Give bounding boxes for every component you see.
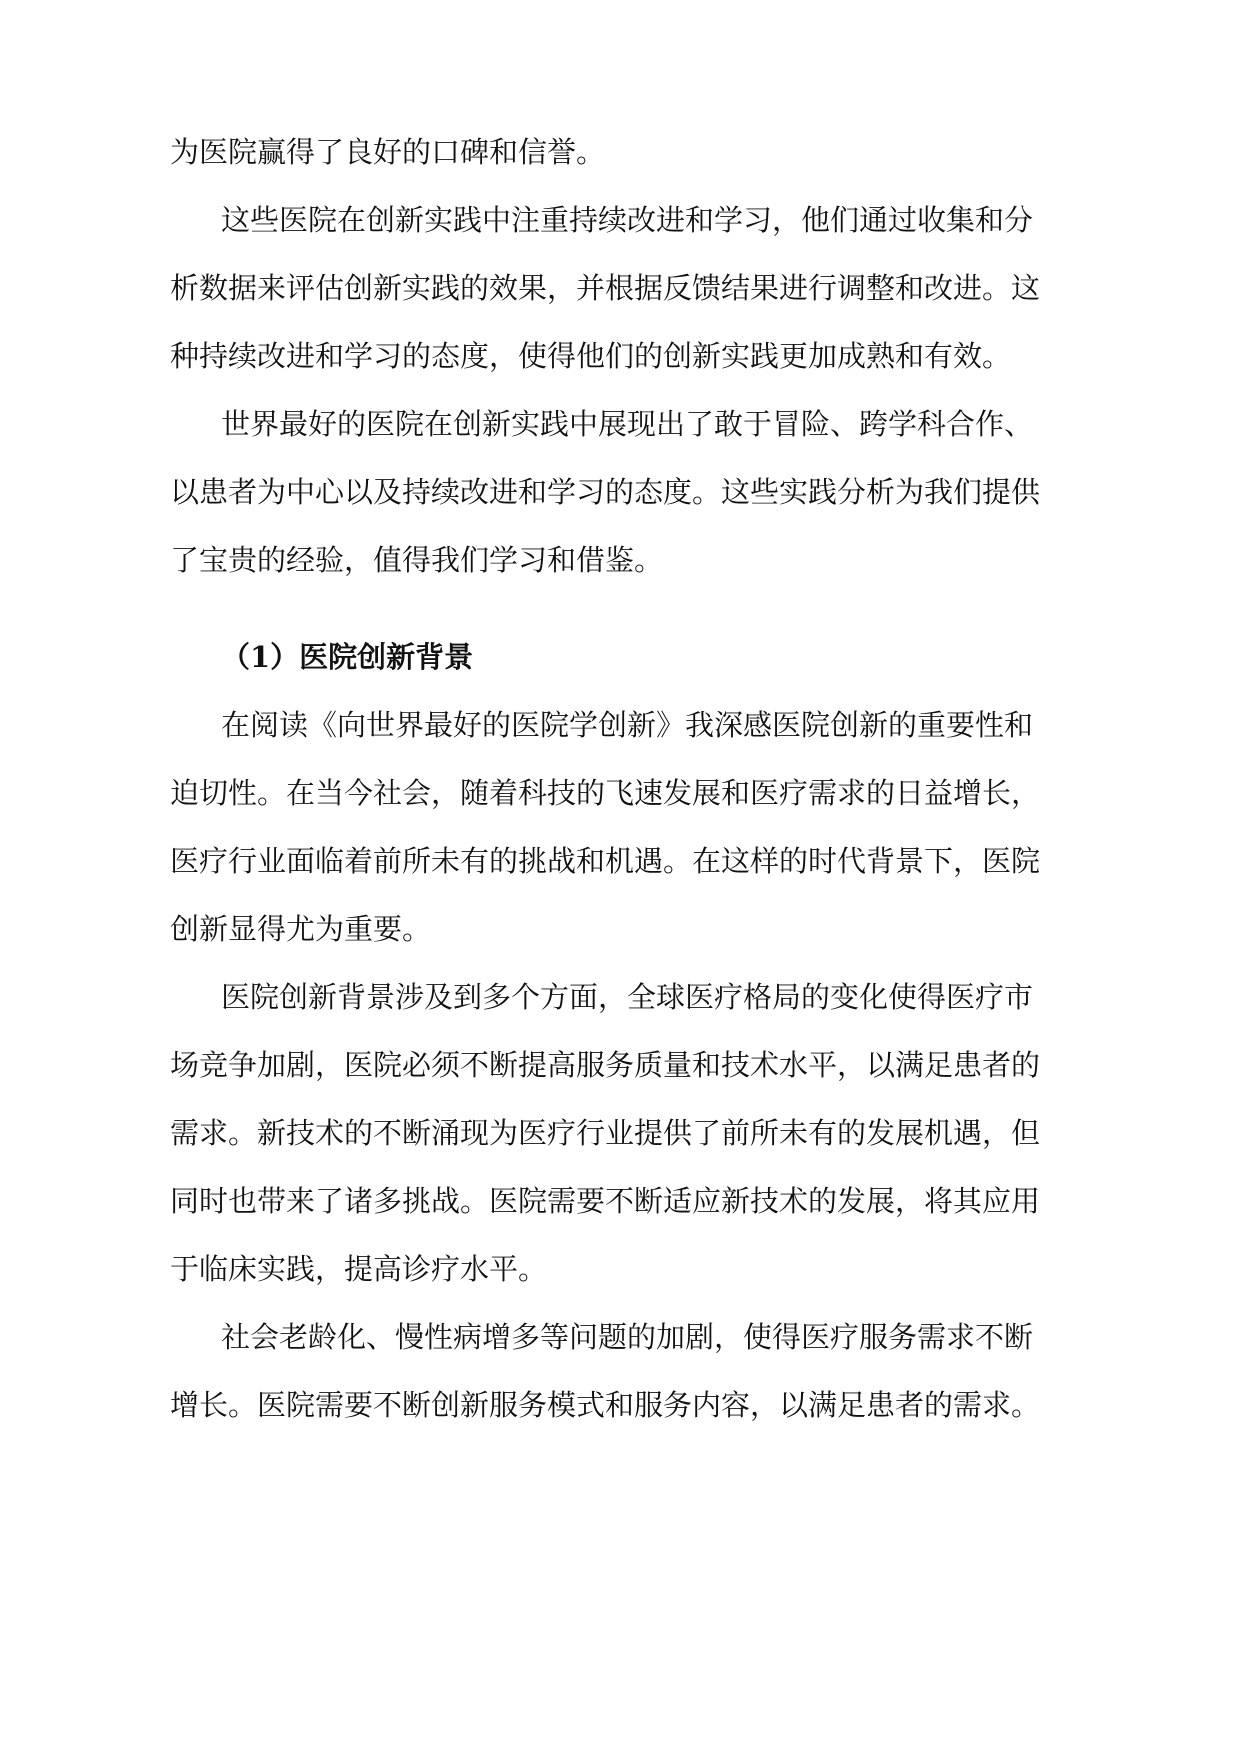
text-line: 世界最好的医院在创新实践中展现出了敢于冒险、跨学科合作、 (221, 407, 1034, 441)
text-line: 医院创新背景涉及到多个方面，全球医疗格局的变化使得医疗市 (221, 980, 1034, 1014)
text-line: 创新显得尤为重要。 (170, 912, 432, 946)
text-line: 增长。医院需要不断创新服务模式和服务内容，以满足患者的需求。 (170, 1388, 1041, 1422)
text-line: 社会老龄化、慢性病增多等问题的加剧，使得医疗服务需求不断 (221, 1320, 1034, 1354)
text-line: 种持续改进和学习的态度，使得他们的创新实践更加成熟和有效。 (170, 339, 1012, 373)
section-heading: （1）医院创新背景 (221, 640, 474, 674)
text-line: 为医院赢得了良好的口碑和信誉。 (170, 135, 606, 169)
text-line: 了宝贵的经验，值得我们学习和借鉴。 (170, 543, 664, 577)
text-line: 场竞争加剧，医院必须不断提高服务质量和技术水平，以满足患者的 (170, 1048, 1041, 1082)
text-line: 以患者为中心以及持续改进和学习的态度。这些实践分析为我们提供 (170, 475, 1041, 509)
text-line: 迫切性。在当今社会，随着科技的飞速发展和医疗需求的日益增长， (170, 776, 1041, 810)
text-line: 在阅读《向世界最好的医院学创新》我深感医院创新的重要性和 (221, 708, 1034, 742)
text-line: 需求。新技术的不断涌现为医疗行业提供了前所未有的发展机遇，但 (170, 1116, 1041, 1150)
text-line: 医疗行业面临着前所未有的挑战和机遇。在这样的时代背景下，医院 (170, 844, 1041, 878)
text-line: 同时也带来了诸多挑战。医院需要不断适应新技术的发展，将其应用 (170, 1184, 1041, 1218)
text-line: 于临床实践，提高诊疗水平。 (170, 1252, 548, 1286)
text-line: 这些医院在创新实践中注重持续改进和学习，他们通过收集和分 (221, 203, 1034, 237)
text-line: 析数据来评估创新实践的效果，并根据反馈结果进行调整和改进。这 (170, 271, 1041, 305)
